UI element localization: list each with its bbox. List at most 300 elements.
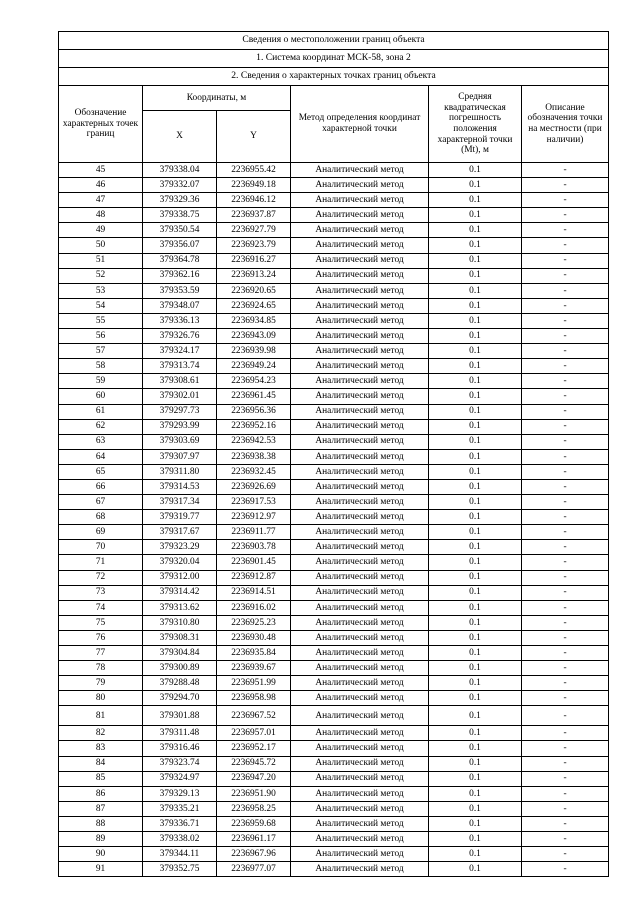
x-coordinate-cell: 379338.75 <box>143 208 217 223</box>
y-coordinate-cell: 2236951.90 <box>217 786 291 801</box>
description-cell: - <box>522 193 609 208</box>
y-coordinate-cell: 2236955.42 <box>217 163 291 178</box>
table-row <box>59 741 609 756</box>
description-cell: - <box>522 771 609 786</box>
accuracy-cell: 0.1 <box>429 329 522 344</box>
accuracy-cell: 0.1 <box>429 756 522 771</box>
table-row <box>59 268 609 283</box>
description-cell: - <box>522 404 609 419</box>
description-cell: - <box>522 178 609 193</box>
accuracy-cell: 0.1 <box>429 585 522 600</box>
table-row <box>59 178 609 193</box>
y-coordinate-cell: 2236958.25 <box>217 801 291 816</box>
method-cell: Аналитический метод <box>291 283 429 298</box>
x-coordinate-cell: 379302.01 <box>143 389 217 404</box>
accuracy-cell: 0.1 <box>429 389 522 404</box>
table-row <box>59 540 609 555</box>
accuracy-cell: 0.1 <box>429 646 522 661</box>
table-row <box>59 786 609 801</box>
description-cell: - <box>522 495 609 510</box>
x-coordinate-cell: 379336.13 <box>143 313 217 328</box>
method-cell: Аналитический метод <box>291 495 429 510</box>
description-cell: - <box>522 223 609 238</box>
boundary-points-table <box>58 31 609 877</box>
description-cell: - <box>522 570 609 585</box>
table-row <box>59 329 609 344</box>
method-cell: Аналитический метод <box>291 178 429 193</box>
point-id-cell: 60 <box>59 389 143 404</box>
point-id-cell: 45 <box>59 163 143 178</box>
table-row <box>59 585 609 600</box>
point-id-cell: 63 <box>59 434 143 449</box>
accuracy-cell: 0.1 <box>429 510 522 525</box>
point-id-cell: 72 <box>59 570 143 585</box>
point-id-cell: 58 <box>59 359 143 374</box>
x-coordinate-cell: 379323.29 <box>143 540 217 555</box>
description-cell: - <box>522 359 609 374</box>
point-id-cell: 62 <box>59 419 143 434</box>
accuracy-cell: 0.1 <box>429 434 522 449</box>
accuracy-cell: 0.1 <box>429 374 522 389</box>
description-cell: - <box>522 329 609 344</box>
description-cell: - <box>522 479 609 494</box>
table-row <box>59 434 609 449</box>
y-coordinate-cell: 2236949.18 <box>217 178 291 193</box>
y-coordinate-cell: 2236952.17 <box>217 741 291 756</box>
table-row <box>59 283 609 298</box>
y-coordinate-cell: 2236920.65 <box>217 283 291 298</box>
x-coordinate-cell: 379308.61 <box>143 374 217 389</box>
table-row <box>59 253 609 268</box>
accuracy-cell: 0.1 <box>429 540 522 555</box>
accuracy-cell: 0.1 <box>429 661 522 676</box>
y-coordinate-cell: 2236923.79 <box>217 238 291 253</box>
x-coordinate-cell: 379297.73 <box>143 404 217 419</box>
x-coordinate-cell: 379352.75 <box>143 862 217 877</box>
method-cell: Аналитический метод <box>291 615 429 630</box>
description-cell: - <box>522 691 609 706</box>
table-row <box>59 449 609 464</box>
y-coordinate-cell: 2236958.98 <box>217 691 291 706</box>
method-cell: Аналитический метод <box>291 816 429 831</box>
table-row <box>59 771 609 786</box>
y-coordinate-cell: 2236946.12 <box>217 193 291 208</box>
point-id-cell: 82 <box>59 726 143 741</box>
accuracy-cell: 0.1 <box>429 208 522 223</box>
table-row <box>59 238 609 253</box>
description-cell: - <box>522 741 609 756</box>
description-cell: - <box>522 585 609 600</box>
accuracy-cell: 0.1 <box>429 801 522 816</box>
x-coordinate-cell: 379301.88 <box>143 706 217 726</box>
table-row <box>59 495 609 510</box>
section-title: 2. Сведения о характерных точках границ объекта <box>59 68 609 86</box>
point-id-cell: 85 <box>59 771 143 786</box>
accuracy-cell: 0.1 <box>429 726 522 741</box>
x-coordinate-cell: 379293.99 <box>143 419 217 434</box>
x-coordinate-cell: 379348.07 <box>143 298 217 313</box>
method-cell: Аналитический метод <box>291 525 429 540</box>
y-coordinate-cell: 2236939.98 <box>217 344 291 359</box>
description-cell: - <box>522 600 609 615</box>
x-coordinate-cell: 379310.80 <box>143 615 217 630</box>
x-coordinate-cell: 379338.02 <box>143 832 217 847</box>
point-id-cell: 52 <box>59 268 143 283</box>
table-row <box>59 756 609 771</box>
description-cell: - <box>522 646 609 661</box>
x-coordinate-cell: 379329.13 <box>143 786 217 801</box>
y-coordinate-cell: 2236957.01 <box>217 726 291 741</box>
table-row <box>59 676 609 691</box>
point-id-cell: 61 <box>59 404 143 419</box>
document-sheet <box>58 31 609 877</box>
point-id-cell: 91 <box>59 862 143 877</box>
point-id-cell: 55 <box>59 313 143 328</box>
method-cell: Аналитический метод <box>291 359 429 374</box>
method-cell: Аналитический метод <box>291 771 429 786</box>
accuracy-cell: 0.1 <box>429 178 522 193</box>
description-cell: - <box>522 555 609 570</box>
table-row <box>59 847 609 862</box>
x-coordinate-cell: 379364.78 <box>143 253 217 268</box>
accuracy-cell: 0.1 <box>429 570 522 585</box>
method-cell: Аналитический метод <box>291 479 429 494</box>
method-cell: Аналитический метод <box>291 419 429 434</box>
point-id-cell: 66 <box>59 479 143 494</box>
table-row <box>59 344 609 359</box>
y-coordinate-cell: 2236937.87 <box>217 208 291 223</box>
x-coordinate-cell: 379356.07 <box>143 238 217 253</box>
y-coordinate-cell: 2236930.48 <box>217 630 291 645</box>
method-cell: Аналитический метод <box>291 585 429 600</box>
point-id-cell: 53 <box>59 283 143 298</box>
accuracy-cell: 0.1 <box>429 404 522 419</box>
x-coordinate-cell: 379313.62 <box>143 600 217 615</box>
accuracy-cell: 0.1 <box>429 630 522 645</box>
method-cell: Аналитический метод <box>291 600 429 615</box>
description-cell: - <box>522 344 609 359</box>
description-cell: - <box>522 801 609 816</box>
method-cell: Аналитический метод <box>291 756 429 771</box>
table-row <box>59 862 609 877</box>
description-cell: - <box>522 676 609 691</box>
y-coordinate-cell: 2236939.67 <box>217 661 291 676</box>
x-coordinate-cell: 379294.70 <box>143 691 217 706</box>
point-id-cell: 69 <box>59 525 143 540</box>
y-coordinate-cell: 2236956.36 <box>217 404 291 419</box>
point-id-cell: 57 <box>59 344 143 359</box>
y-coordinate-cell: 2236967.96 <box>217 847 291 862</box>
accuracy-cell: 0.1 <box>429 313 522 328</box>
point-id-cell: 76 <box>59 630 143 645</box>
method-cell: Аналитический метод <box>291 344 429 359</box>
method-cell: Аналитический метод <box>291 706 429 726</box>
method-cell: Аналитический метод <box>291 847 429 862</box>
method-cell: Аналитический метод <box>291 193 429 208</box>
point-id-cell: 88 <box>59 816 143 831</box>
accuracy-cell: 0.1 <box>429 268 522 283</box>
y-coordinate-cell: 2236967.52 <box>217 706 291 726</box>
y-coordinate-cell: 2236916.27 <box>217 253 291 268</box>
method-cell: Аналитический метод <box>291 374 429 389</box>
x-coordinate-cell: 379329.36 <box>143 193 217 208</box>
description-cell: - <box>522 419 609 434</box>
point-id-cell: 78 <box>59 661 143 676</box>
description-cell: - <box>522 786 609 801</box>
y-coordinate-cell: 2236901.45 <box>217 555 291 570</box>
method-cell: Аналитический метод <box>291 449 429 464</box>
table-row <box>59 570 609 585</box>
accuracy-cell: 0.1 <box>429 862 522 877</box>
table-row <box>59 816 609 831</box>
table-row <box>59 726 609 741</box>
column-header-coordinates: Координаты, м <box>143 86 291 111</box>
column-header-method: Метод определения координат характерной точки <box>291 86 429 163</box>
method-cell: Аналитический метод <box>291 726 429 741</box>
method-cell: Аналитический метод <box>291 555 429 570</box>
table-row <box>59 163 609 178</box>
y-coordinate-cell: 2236951.99 <box>217 676 291 691</box>
description-cell: - <box>522 706 609 726</box>
point-id-cell: 54 <box>59 298 143 313</box>
column-header-point: Обозначение характерных точек границ <box>59 86 143 163</box>
description-cell: - <box>522 268 609 283</box>
accuracy-cell: 0.1 <box>429 706 522 726</box>
point-id-cell: 71 <box>59 555 143 570</box>
description-cell: - <box>522 464 609 479</box>
point-id-cell: 67 <box>59 495 143 510</box>
accuracy-cell: 0.1 <box>429 298 522 313</box>
description-cell: - <box>522 208 609 223</box>
table-row <box>59 479 609 494</box>
table-row <box>59 600 609 615</box>
table-row <box>59 801 609 816</box>
table-row <box>59 464 609 479</box>
accuracy-cell: 0.1 <box>429 676 522 691</box>
description-cell: - <box>522 661 609 676</box>
table-row <box>59 615 609 630</box>
method-cell: Аналитический метод <box>291 786 429 801</box>
description-cell: - <box>522 816 609 831</box>
method-cell: Аналитический метод <box>291 646 429 661</box>
y-coordinate-cell: 2236977.07 <box>217 862 291 877</box>
y-coordinate-cell: 2236914.51 <box>217 585 291 600</box>
point-id-cell: 75 <box>59 615 143 630</box>
point-id-cell: 47 <box>59 193 143 208</box>
y-coordinate-cell: 2236947.20 <box>217 771 291 786</box>
method-cell: Аналитический метод <box>291 253 429 268</box>
y-coordinate-cell: 2236961.45 <box>217 389 291 404</box>
description-cell: - <box>522 238 609 253</box>
point-id-cell: 70 <box>59 540 143 555</box>
point-id-cell: 83 <box>59 741 143 756</box>
y-coordinate-cell: 2236925.23 <box>217 615 291 630</box>
point-id-cell: 51 <box>59 253 143 268</box>
accuracy-cell: 0.1 <box>429 359 522 374</box>
method-cell: Аналитический метод <box>291 676 429 691</box>
accuracy-cell: 0.1 <box>429 344 522 359</box>
point-id-cell: 89 <box>59 832 143 847</box>
x-coordinate-cell: 379350.54 <box>143 223 217 238</box>
table-row <box>59 419 609 434</box>
method-cell: Аналитический метод <box>291 570 429 585</box>
table-row <box>59 832 609 847</box>
x-coordinate-cell: 379320.04 <box>143 555 217 570</box>
x-coordinate-cell: 379307.97 <box>143 449 217 464</box>
x-coordinate-cell: 379313.74 <box>143 359 217 374</box>
description-cell: - <box>522 253 609 268</box>
table-row <box>59 691 609 706</box>
method-cell: Аналитический метод <box>291 434 429 449</box>
accuracy-cell: 0.1 <box>429 163 522 178</box>
table-row <box>59 389 609 404</box>
description-cell: - <box>522 510 609 525</box>
table-row <box>59 208 609 223</box>
accuracy-cell: 0.1 <box>429 479 522 494</box>
point-id-cell: 81 <box>59 706 143 726</box>
point-id-cell: 50 <box>59 238 143 253</box>
method-cell: Аналитический метод <box>291 163 429 178</box>
description-cell: - <box>522 374 609 389</box>
x-coordinate-cell: 379304.84 <box>143 646 217 661</box>
accuracy-cell: 0.1 <box>429 238 522 253</box>
table-title: Сведения о местоположении границ объекта <box>59 32 609 50</box>
y-coordinate-cell: 2236934.85 <box>217 313 291 328</box>
x-coordinate-cell: 379288.48 <box>143 676 217 691</box>
description-cell: - <box>522 163 609 178</box>
description-cell: - <box>522 298 609 313</box>
y-coordinate-cell: 2236949.24 <box>217 359 291 374</box>
description-cell: - <box>522 726 609 741</box>
x-coordinate-cell: 379324.97 <box>143 771 217 786</box>
table-row <box>59 525 609 540</box>
method-cell: Аналитический метод <box>291 464 429 479</box>
y-coordinate-cell: 2236945.72 <box>217 756 291 771</box>
y-coordinate-cell: 2236926.69 <box>217 479 291 494</box>
point-id-cell: 80 <box>59 691 143 706</box>
accuracy-cell: 0.1 <box>429 771 522 786</box>
table-row <box>59 223 609 238</box>
y-coordinate-cell: 2236924.65 <box>217 298 291 313</box>
description-cell: - <box>522 615 609 630</box>
method-cell: Аналитический метод <box>291 691 429 706</box>
point-id-cell: 49 <box>59 223 143 238</box>
method-cell: Аналитический метод <box>291 268 429 283</box>
y-coordinate-cell: 2236916.02 <box>217 600 291 615</box>
table-row <box>59 510 609 525</box>
point-id-cell: 68 <box>59 510 143 525</box>
accuracy-cell: 0.1 <box>429 193 522 208</box>
x-coordinate-cell: 379308.31 <box>143 630 217 645</box>
method-cell: Аналитический метод <box>291 540 429 555</box>
y-coordinate-cell: 2236961.17 <box>217 832 291 847</box>
x-coordinate-cell: 379316.46 <box>143 741 217 756</box>
accuracy-cell: 0.1 <box>429 283 522 298</box>
x-coordinate-cell: 379314.42 <box>143 585 217 600</box>
column-header-description: Описание обозначения точки на местности (при наличии) <box>522 86 609 163</box>
accuracy-cell: 0.1 <box>429 449 522 464</box>
point-id-cell: 65 <box>59 464 143 479</box>
accuracy-cell: 0.1 <box>429 816 522 831</box>
description-cell: - <box>522 434 609 449</box>
table-row <box>59 706 609 726</box>
x-coordinate-cell: 379312.00 <box>143 570 217 585</box>
method-cell: Аналитический метод <box>291 238 429 253</box>
table-row <box>59 555 609 570</box>
method-cell: Аналитический метод <box>291 298 429 313</box>
x-coordinate-cell: 379319.77 <box>143 510 217 525</box>
method-cell: Аналитический метод <box>291 661 429 676</box>
y-coordinate-cell: 2236912.97 <box>217 510 291 525</box>
x-coordinate-cell: 379326.76 <box>143 329 217 344</box>
y-coordinate-cell: 2236917.53 <box>217 495 291 510</box>
x-coordinate-cell: 379362.16 <box>143 268 217 283</box>
accuracy-cell: 0.1 <box>429 555 522 570</box>
method-cell: Аналитический метод <box>291 223 429 238</box>
y-coordinate-cell: 2236959.68 <box>217 816 291 831</box>
description-cell: - <box>522 389 609 404</box>
column-header-accuracy: Средняя квадратическая погрешность положения характерной точки (Mt), м <box>429 86 522 163</box>
y-coordinate-cell: 2236911.77 <box>217 525 291 540</box>
x-coordinate-cell: 379323.74 <box>143 756 217 771</box>
y-coordinate-cell: 2236903.78 <box>217 540 291 555</box>
table-row <box>59 374 609 389</box>
method-cell: Аналитический метод <box>291 389 429 404</box>
description-cell: - <box>522 862 609 877</box>
method-cell: Аналитический метод <box>291 510 429 525</box>
y-coordinate-cell: 2236912.87 <box>217 570 291 585</box>
method-cell: Аналитический метод <box>291 404 429 419</box>
description-cell: - <box>522 832 609 847</box>
accuracy-cell: 0.1 <box>429 253 522 268</box>
x-coordinate-cell: 379336.71 <box>143 816 217 831</box>
table-row <box>59 630 609 645</box>
x-coordinate-cell: 379303.69 <box>143 434 217 449</box>
x-coordinate-cell: 379353.59 <box>143 283 217 298</box>
method-cell: Аналитический метод <box>291 208 429 223</box>
description-cell: - <box>522 540 609 555</box>
x-coordinate-cell: 379314.53 <box>143 479 217 494</box>
accuracy-cell: 0.1 <box>429 525 522 540</box>
method-cell: Аналитический метод <box>291 630 429 645</box>
point-id-cell: 59 <box>59 374 143 389</box>
y-coordinate-cell: 2236943.09 <box>217 329 291 344</box>
description-cell: - <box>522 449 609 464</box>
description-cell: - <box>522 630 609 645</box>
method-cell: Аналитический метод <box>291 313 429 328</box>
point-id-cell: 79 <box>59 676 143 691</box>
x-coordinate-cell: 379311.48 <box>143 726 217 741</box>
y-coordinate-cell: 2236942.53 <box>217 434 291 449</box>
method-cell: Аналитический метод <box>291 741 429 756</box>
x-coordinate-cell: 379344.11 <box>143 847 217 862</box>
x-coordinate-cell: 379335.21 <box>143 801 217 816</box>
method-cell: Аналитический метод <box>291 329 429 344</box>
y-coordinate-cell: 2236927.79 <box>217 223 291 238</box>
y-coordinate-cell: 2236935.84 <box>217 646 291 661</box>
method-cell: Аналитический метод <box>291 832 429 847</box>
accuracy-cell: 0.1 <box>429 786 522 801</box>
accuracy-cell: 0.1 <box>429 223 522 238</box>
accuracy-cell: 0.1 <box>429 832 522 847</box>
description-cell: - <box>522 756 609 771</box>
table-row <box>59 661 609 676</box>
table-row <box>59 359 609 374</box>
column-header-y: Y <box>217 111 291 163</box>
accuracy-cell: 0.1 <box>429 615 522 630</box>
coordinate-system: 1. Система координат МСК-58, зона 2 <box>59 50 609 68</box>
table-row <box>59 404 609 419</box>
